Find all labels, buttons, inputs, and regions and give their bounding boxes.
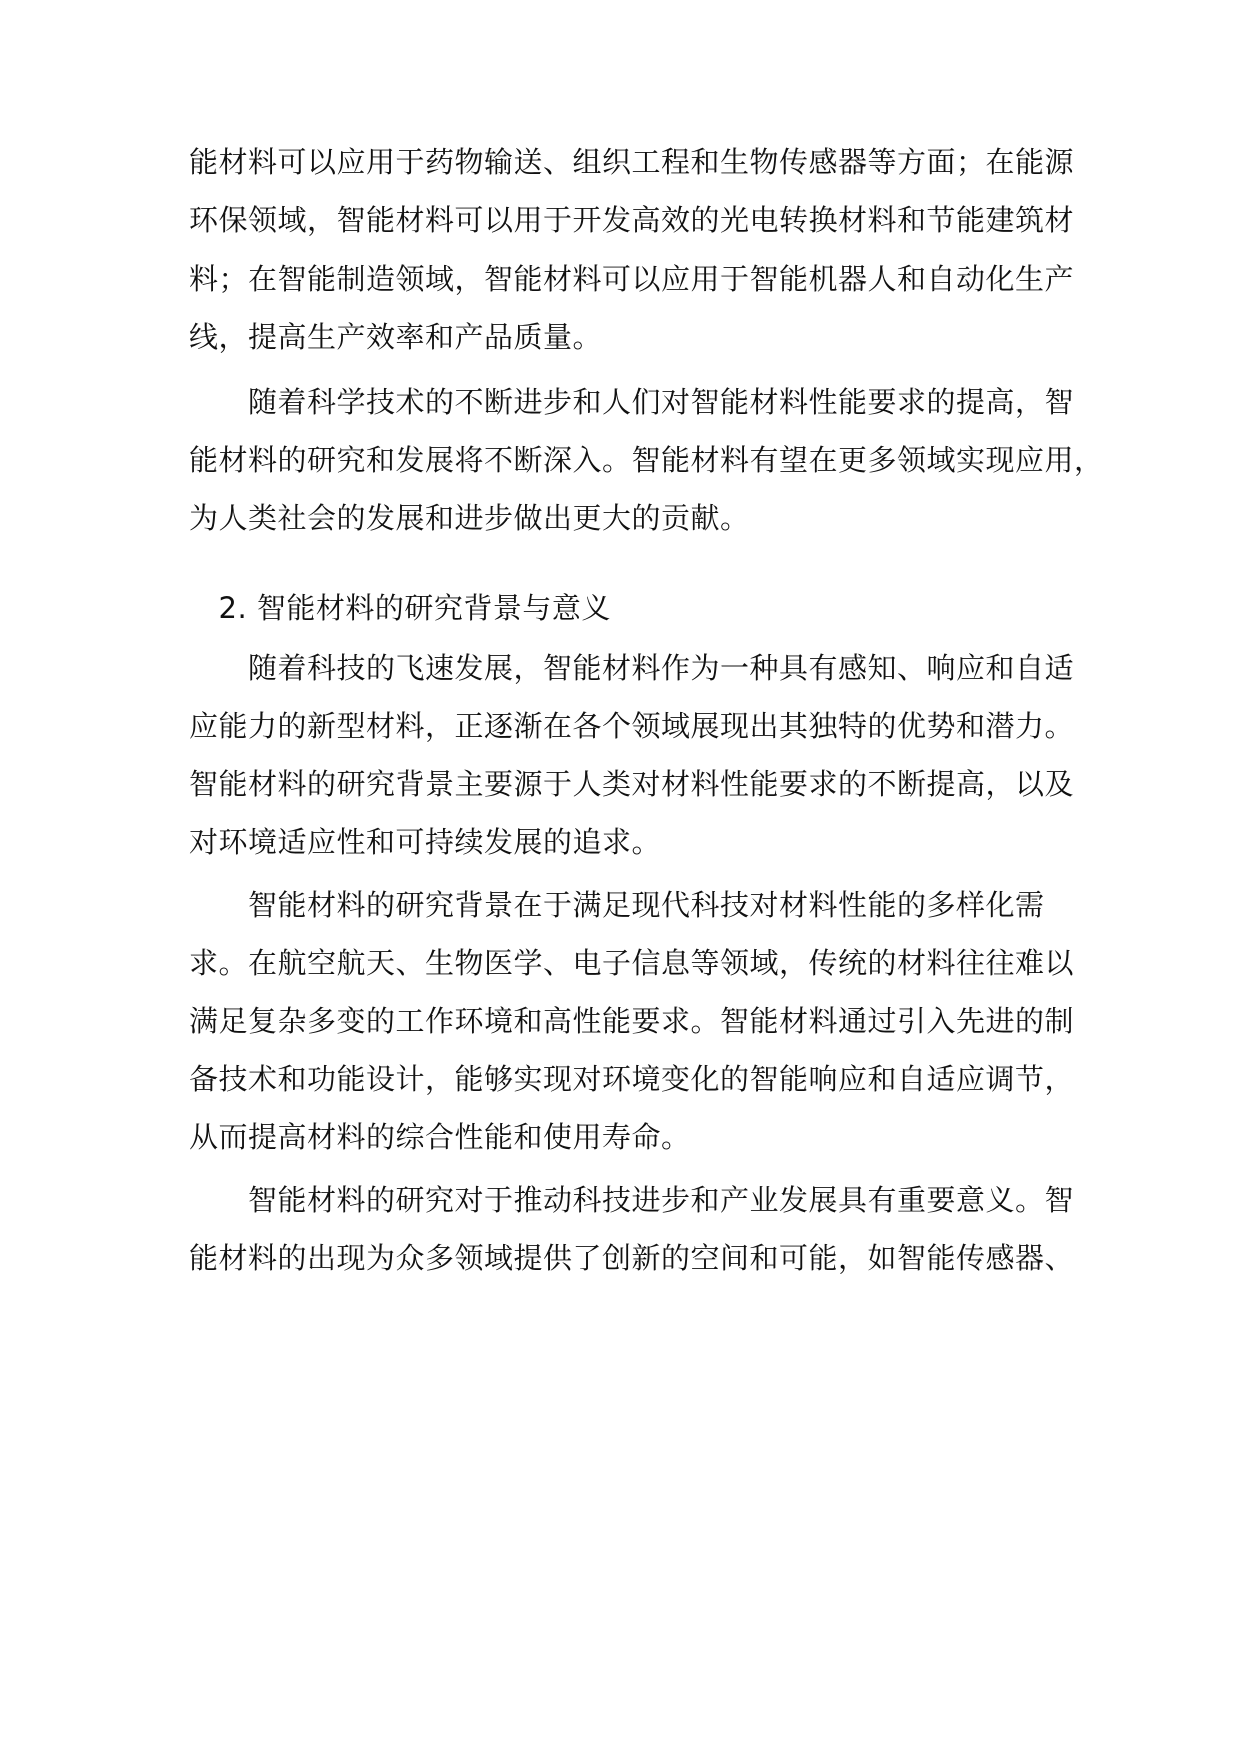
heading-text: 2. 智能材料的研究背景与意义 [189,591,611,625]
text-line: 随着科学技术的不断进步和人们对智能材料性能要求的提高，智 [189,385,1075,419]
paragraph [189,385,1104,535]
text-line: 对环境适应性和可持续发展的追求。 [189,825,662,859]
text-line: 环保领域，智能材料可以用于开发高效的光电转换材料和节能建筑材 [189,203,1075,237]
text-line: 料；在智能制造领域，智能材料可以应用于智能机器人和自动化生产 [189,262,1075,296]
paragraph [189,888,1075,1154]
text-line: 能材料可以应用于药物输送、组织工程和生物传感器等方面；在能源 [189,145,1075,179]
text-line: 满足复杂多变的工作环境和高性能要求。智能材料通过引入先进的制 [189,1004,1075,1038]
paragraph [189,651,1075,859]
text-line: 从而提高材料的综合性能和使用寿命。 [189,1120,691,1154]
text-line: 随着科技的飞速发展，智能材料作为一种具有感知、响应和自适 [189,651,1075,685]
text-line: 智能材料的研究背景主要源于人类对材料性能要求的不断提高，以及 [189,767,1075,801]
text-line: 备技术和功能设计，能够实现对环境变化的智能响应和自适应调节， [189,1062,1075,1096]
text-line: 能材料的研究和发展将不断深入。智能材料有望在更多领域实现应用， [189,443,1104,477]
document-body [189,145,1104,1275]
text-line: 应能力的新型材料，正逐渐在各个领域展现出其独特的优势和潜力。 [189,709,1075,743]
text-line: 智能材料的研究对于推动科技进步和产业发展具有重要意义。智 [189,1183,1075,1217]
text-line: 线，提高生产效率和产品质量。 [189,320,603,354]
text-line: 能材料的出现为众多领域提供了创新的空间和可能，如智能传感器、 [189,1241,1075,1275]
text-line: 智能材料的研究背景在于满足现代科技对材料性能的多样化需 [189,888,1045,922]
paragraph [189,145,1075,354]
paragraph [189,1183,1075,1275]
text-line: 为人类社会的发展和进步做出更大的贡献。 [189,501,750,535]
text-line: 求。在航空航天、生物医学、电子信息等领域，传统的材料往往难以 [189,946,1075,980]
section-heading [189,591,1059,625]
